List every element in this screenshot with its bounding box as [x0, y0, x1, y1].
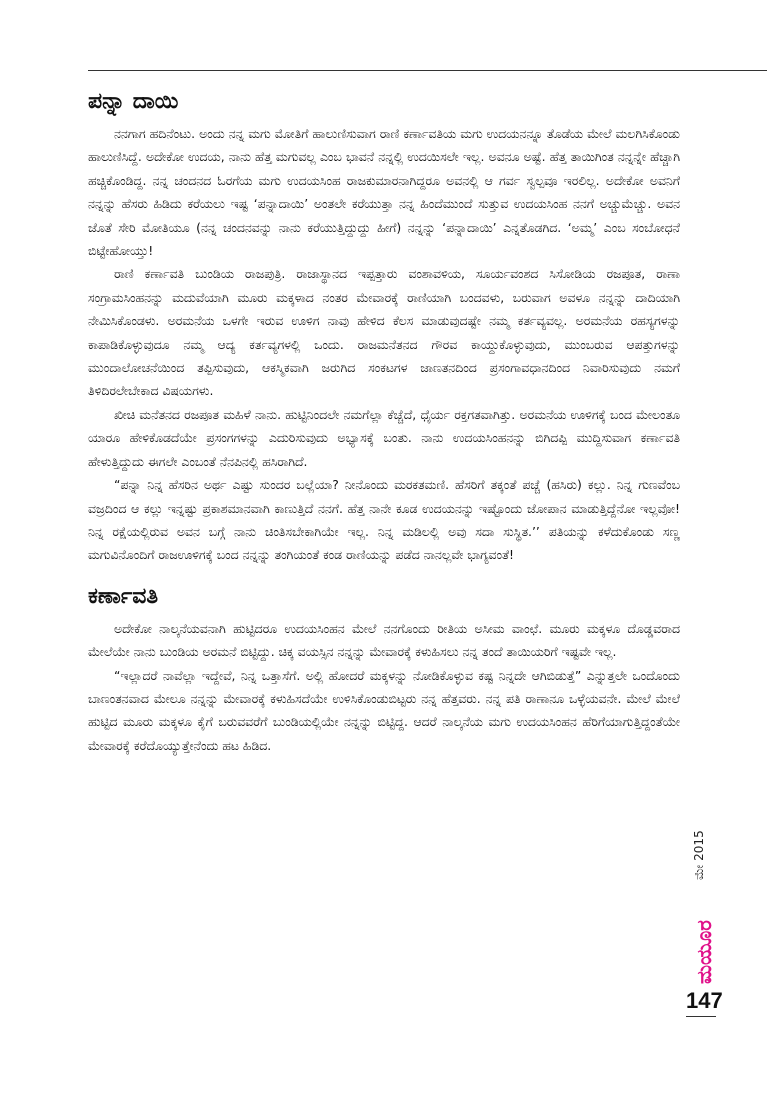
magazine-sidebar [692, 820, 718, 1000]
paragraph: ನನಗಾಗ ಹದಿನೆಂಟು. ಅಂದು ನನ್ನ ಮಗು ಮೋತಿಗೆ ಹಾಲುಣಿಸುವಾಗ ರಾಣಿ ಕರ್ಣಾವತಿಯ ಮಗು ಉದಯನನ್ನೂ ತೊಡೆಯ ಮೇಲೆ ಮಲಗಿಸಿಕೊಂಡು ಹಾಲುಣಿಸಿದ್ದೆ. ಅದೇಕೋ ಉದಯ, ನಾನು ಹೆತ್ತ ಮಗುವಲ್ಲ ಎಂಬ ಭಾವನೆ ನನ್ನಲ್ಲಿ ಉದಯಿಸಲೇ ಇಲ್ಲ. ಅವನೂ ಅಷ್ಟೆ. ಹೆತ್ತ ತಾಯಿಗಿಂತ ನನ್ನನ್ನೇ ಹೆಚ್ಚಾಗಿ ಹಚ್ಚಿಕೊಂಡಿದ್ದ. ನನ್ನ ಚಂದನದ ಓರಗೆಯ ಮಗು ಉದಯಸಿಂಹ ರಾಜಕುಮಾರನಾಗಿದ್ದರೂ ಅವನಲ್ಲಿ ಆ ಗರ್ವ ಸ್ವಲ್ಪವೂ ಇರಲಿಲ್ಲ. ಅದೇಕೋ ಅವನಿಗೆ ನನ್ನನ್ನು ಹೆಸರು ಹಿಡಿದು ಕರೆಯಲು ಇಷ್ಟ ‘ಪನ್ನಾದಾಯಿ’ ಅಂತಲೇ ಕರೆಯುತ್ತಾ ನನ್ನ ಹಿಂದೆಮುಂದೆ ಸುತ್ತುವ ಉದಯಸಿಂಹ ನನಗೆ ಅಚ್ಚುಮೆಚ್ಚು. ಅವನ ಜೊತೆ ಸೇರಿ ಮೋತಿಯೂ (ನನ್ನ ಚಂದನವನ್ನು ನಾನು ಕರೆಯುತ್ತಿದ್ದುದ್ದು ಹೀಗೆ) ನನ್ನನ್ನು ‘ಪನ್ನಾದಾಯಿ’ ಎನ್ನತೊಡಗಿದ. ‘ಅಮ್ಮ’ ಎಂಬ ಸಂಬೋಧನೆ ಬಿಟ್ಟೇಹೋಯ್ತು! [88, 126, 680, 259]
paragraph: “ಇಲ್ಲಾದರೆ ನಾವೆಲ್ಲಾ ಇದ್ದೇವೆ, ನಿನ್ನ ಒತ್ತಾಸೆಗೆ. ಅಲ್ಲಿ ಹೋದರೆ ಮಕ್ಕಳನ್ನು ನೋಡಿಕೊಳ್ಳುವ ಕಷ್ಟ ನಿನ್ನದೇ ಆಗಿಬಿಡುತ್ತೆ” ಎನ್ನುತ್ತಲೇ ಒಂದೊಂದು ಬಾಣಂತನವಾದ ಮೇಲೂ ನನ್ನನ್ನು ಮೇವಾರಕ್ಕೆ ಕಳುಹಿಸದೆಯೇ ಉಳಿಸಿಕೊಂಡುಬಿಟ್ಟರು ನನ್ನ ಹೆತ್ತವರು. ನನ್ನ ಪತಿ ರಾಣಾನೂ ಒಳ್ಳೆಯವನೇ. ಮೇಲೆ ಮೇಲೆ ಹುಟ್ಟಿದ ಮೂರು ಮಕ್ಕಳೂ ಕೈಗೆ ಬರುವವರೆಗೆ ಬುಂಡಿಯಲ್ಲಿಯೇ ನನ್ನನ್ನು ಬಿಟ್ಟಿದ್ದ. ಆದರೆ ನಾಲ್ಕನೆಯ ಮಗು ಉದಯಸಿಂಹನ ಹೆರಿಗೆಯಾಗುತ್ತಿದ್ದಂತೆಯೇ ಮೇವಾರಕ್ಕೆ ಕರೆದೊಯ್ಯುತ್ತೇನೆಂದು ಹಟ ಹಿಡಿದ. [88, 667, 680, 753]
page-number-rule [686, 1016, 716, 1017]
section-heading-panna-dayi: ಪನ್ನಾ ದಾಯಿ [88, 89, 179, 114]
section-heading-karnavati: ಕರ್ಣಾವತಿ [88, 583, 158, 609]
top-rule [88, 70, 767, 71]
article-body [88, 88, 680, 757]
paragraph: ಖೀಚಿ ಮನೆತನದ ರಜಪೂತ ಮಹಿಳೆ ನಾನು. ಹುಟ್ಟಿನಿಂದಲೇ ನಮಗೆಲ್ಲಾ ಕೆಚ್ಚೆದೆ, ಧೈರ್ಯ ರಕ್ತಗತವಾಗಿತ್ತು. ಅರಮನೆಯ ಊಳಿಗಕ್ಕೆ ಬಂದ ಮೇಲಂತೂ ಯಾರೂ ಹೇಳಿಕೊಡದೆಯೇ ಪ್ರಸಂಗಗಳನ್ನು ಎದುರಿಸುವುದು ಅಭ್ಯಾಸಕ್ಕೆ ಬಂತು. ನಾನು ಉದಯಸಿಂಹನನ್ನು ಬಿಗಿದಪ್ಪಿ ಮುದ್ದಿಸುವಾಗ ಕರ್ಣಾವತಿ ಹೇಳುತ್ತಿದ್ದುದು ಈಗಲೇ ಎಂಬಂತೆ ನೆನಪಿನಲ್ಲಿ ಹಸಿರಾಗಿದೆ. [88, 406, 680, 469]
paragraph: “ಪನ್ನಾ ನಿನ್ನ ಹೆಸರಿನ ಅರ್ಥ ಎಷ್ಟು ಸುಂದರ ಬಲ್ಲೆಯಾ? ನೀನೊಂದು ಮರಕತಮಣಿ. ಹೆಸರಿಗೆ ತಕ್ಕಂತೆ ಪಚ್ಚೆ (ಹಸಿರು) ಕಲ್ಲು. ನಿನ್ನ ಗುಣವೆಂಬ ವಜ್ರದಿಂದ ಆ ಕಲ್ಲು ಇನ್ನಷ್ಟು ಪ್ರಕಾಶಮಾನವಾಗಿ ಕಾಣುತ್ತಿದೆ ನನಗೆ. ಹೆತ್ತ ನಾನೇ ಕೂಡ ಉದಯನನ್ನು ಇಷ್ಟೊಂದು ಜೋಪಾನ ಮಾಡುತ್ತಿದ್ದೆನೋ ಇಲ್ಲವೋ! ನಿನ್ನ ರಕ್ಷೆಯಲ್ಲಿರುವ ಅವನ ಬಗ್ಗೆ ನಾನು ಚಿಂತಿಸಬೇಕಾಗಿಯೇ ಇಲ್ಲ. ನಿನ್ನ ಮಡಿಲಲ್ಲಿ ಅವು ಸದಾ ಸುಸ್ಥಿತ.’’ ಪತಿಯನ್ನು ಕಳೆದುಕೊಂಡು ಸಣ್ಣ ಮಗುವಿನೊಂದಿಗೆ ರಾಜಊಳಿಗಕ್ಕೆ ಬಂದ ನನ್ನನ್ನು ತಂಗಿಯಂತೆ ಕಂಡ ರಾಣಿಯನ್ನು ಪಡೆದ ನಾನಲ್ಲವೇ ಭಾಗ್ಯವಂತೆ! [88, 477, 680, 563]
magazine-logo: ಮಯೂರ [692, 920, 716, 984]
paragraph: ಅದೇಕೋ ನಾಲ್ಕನೆಯವನಾಗಿ ಹುಟ್ಟಿದರೂ ಉದಯಸಿಂಹನ ಮೇಲೆ ನನಗೊಂದು ರೀತಿಯ ಅಸೀಮ ವಾಂಛೆ. ಮೂರು ಮಕ್ಕಳೂ ದೊಡ್ಡವರಾದ ಮೇಲೆಯೇ ನಾನು ಬುಂಡಿಯ ಅರಮನೆ ಬಿಟ್ಟಿದ್ದು. ಚಿಕ್ಕ ವಯಸ್ಸಿನ ನನ್ನನ್ನು ಮೇವಾರಕ್ಕೆ ಕಳುಹಿಸಲು ನನ್ನ ತಂದೆ ತಾಯಿಯರಿಗೆ ಇಷ್ಟವೇ ಇಲ್ಲ. [88, 620, 680, 660]
paragraph: ರಾಣಿ ಕರ್ಣಾವತಿ ಬುಂಡಿಯ ರಾಜಪುತ್ರಿ. ರಾಜಾಸ್ಥಾನದ ಇಪ್ಪತ್ತಾರು ವಂಶಾವಳಿಯ, ಸೂರ್ಯವಂಶದ ಸಿಸೋಡಿಯ ರಜಪೂತ, ರಾಣಾ ಸಂಗ್ರಾಮಸಿಂಹನನ್ನು ಮದುವೆಯಾಗಿ ಮೂರು ಮಕ್ಕಳಾದ ನಂತರ ಮೇವಾರಕ್ಕೆ ರಾಣಿಯಾಗಿ ಬಂದವಳು, ಬರುವಾಗ ಅವಳೂ ನನ್ನನ್ನು ದಾದಿಯಾಗಿ ನೇಮಿಸಿಕೊಂಡಳು. ಅರಮನೆಯ ಒಳಗೇ ಇರುವ ಊಳಿಗ ನಾವು ಹೇಳಿದ ಕೆಲಸ ಮಾಡುವುದಷ್ಟೇ ನಮ್ಮ ಕರ್ತವ್ಯವಲ್ಲ. ಅರಮನೆಯ ರಹಸ್ಯಗಳನ್ನು ಕಾಪಾಡಿಕೊಳ್ಳುವುದೂ ನಮ್ಮ ಆದ್ಯ ಕರ್ತವ್ಯಗಳಲ್ಲಿ ಒಂದು. ರಾಜಮನೆತನದ ಗೌರವ ಕಾಯ್ದುಕೊಳ್ಳುವುದು, ಮುಂಬರುವ ಆಪತ್ತುಗಳನ್ನು ಮುಂದಾಲೋಚನೆಯಿಂದ ತಪ್ಪಿಸುವುದು, ಆಕಸ್ಮಿಕವಾಗಿ ಜರುಗಿದ ಸಂಕಟಗಳ ಜಾಣತನದಿಂದ ಪ್ರಸಂಗಾವಧಾನದಿಂದ ನಿವಾರಿಸುವುದು ನಮಗೆ ತಿಳಿದಿರಲೇಬೇಕಾದ ವಿಷಯಗಳು. [88, 266, 680, 399]
page-number: 147 [686, 988, 723, 1013]
issue-date: ಮೇ 2015 [692, 830, 706, 880]
